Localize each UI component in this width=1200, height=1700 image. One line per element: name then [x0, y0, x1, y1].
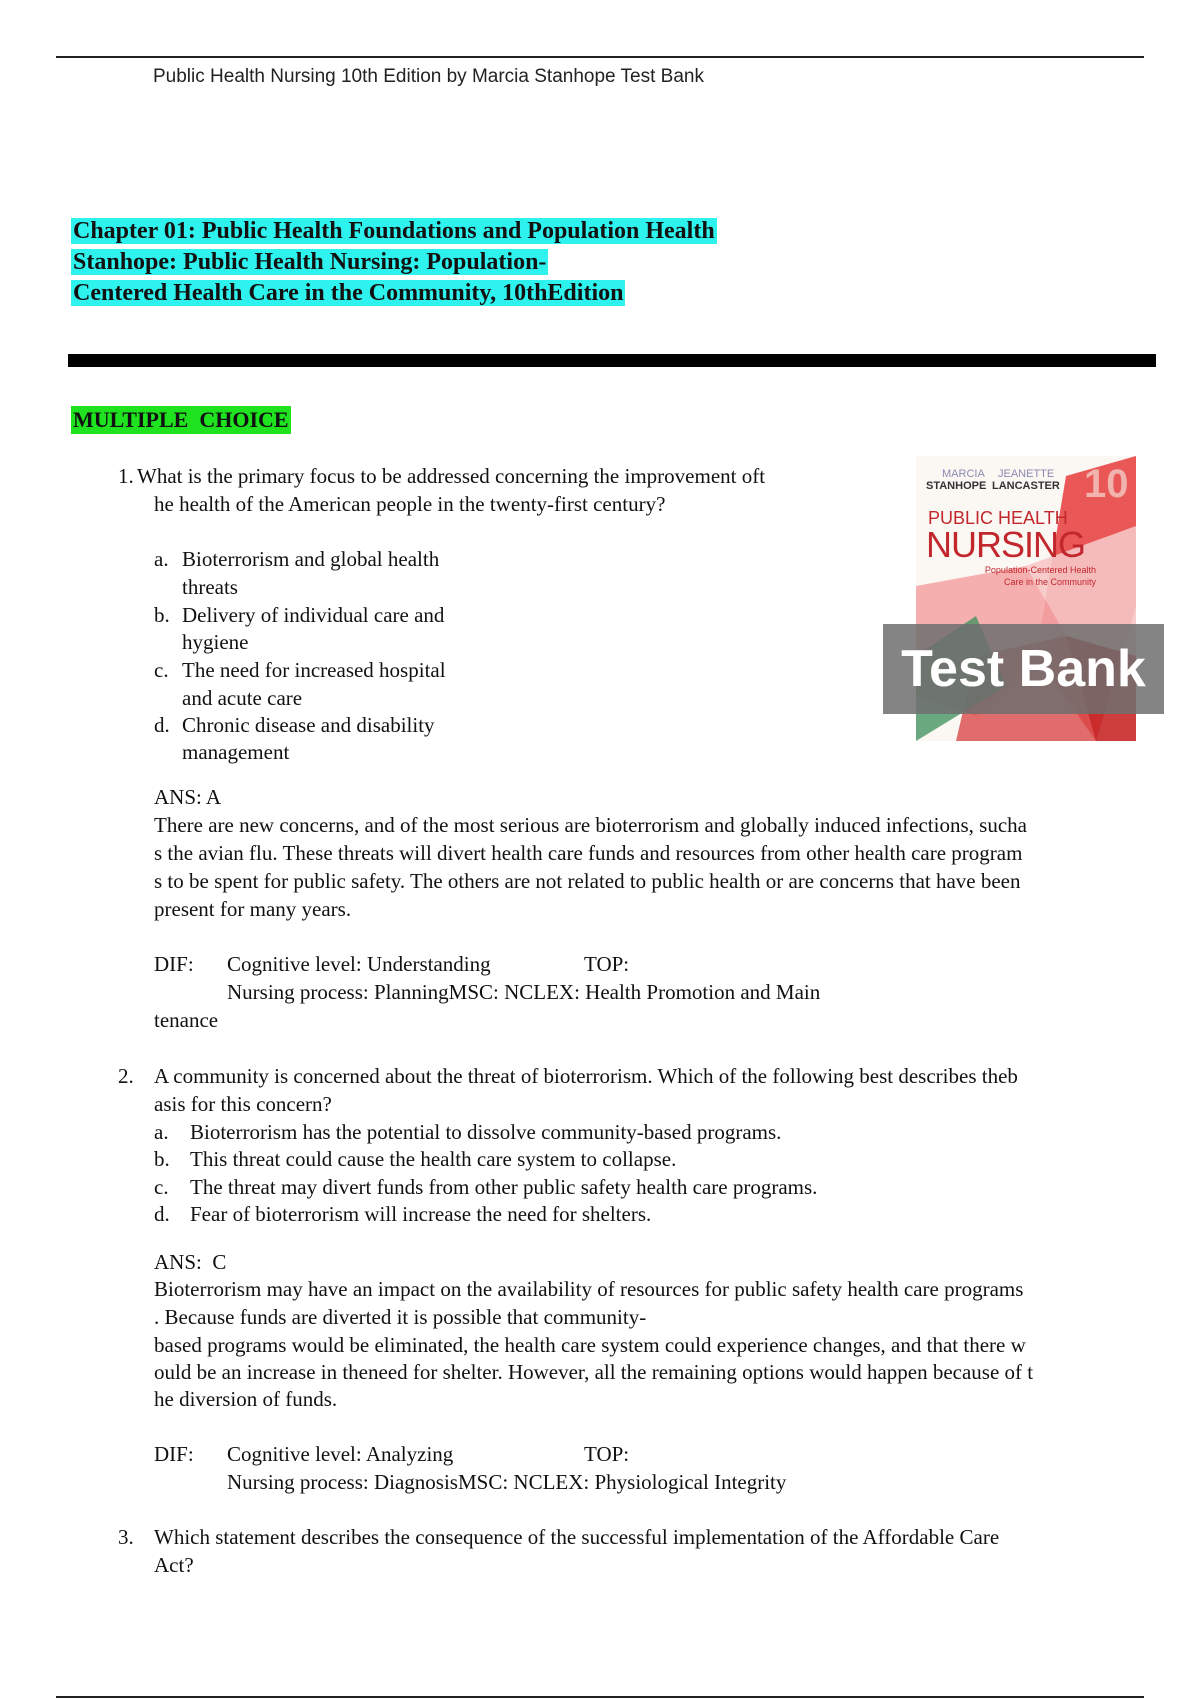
option-letter: d.: [154, 1202, 170, 1226]
chapter-title-line-2: Stanhope: Public Health Nursing: Population-: [73, 249, 547, 275]
option-letter: a.: [154, 547, 169, 571]
question-2-stem-line-2: asis for this concern?: [154, 1092, 332, 1116]
q2-rationale-line-3: based programs would be eliminated, the health care system could experience changes, and that there w: [154, 1333, 1026, 1357]
option-text: The need for increased hospital: [182, 658, 446, 682]
test-bank-banner: Test Bank: [883, 624, 1164, 714]
option-letter: d.: [154, 713, 170, 737]
option-text: Chronic disease and disability: [182, 713, 435, 737]
q1-dif-label: DIF:: [154, 952, 194, 976]
q1-option-a: [154, 545, 440, 573]
option-text: Bioterrorism and global health: [182, 547, 440, 571]
q2-option-b: [154, 1145, 677, 1173]
q2-top-label: TOP:: [584, 1442, 630, 1466]
q1-meta-line-2: Nursing process: PlanningMSC: NCLEX: Health Promotion and Main: [227, 980, 821, 1004]
question-2-stem-line-1: A community is concerned about the threat of bioterrorism. Which of the following best describes theb: [154, 1064, 1018, 1088]
question-1-number: 1.: [118, 464, 134, 488]
running-header: Public Health Nursing 10th Edition by Marcia Stanhope Test Bank: [153, 66, 704, 87]
q1-rationale-line-1: There are new concerns, and of the most serious are bioterrorism and globally induced infections, sucha: [154, 813, 1027, 837]
q1-option-b-cont: hygiene: [182, 630, 249, 654]
q1-rationale-line-4: present for many years.: [154, 897, 352, 921]
q2-rationale-line-1: Bioterrorism may have an impact on the availability of resources for public safety health care programs: [154, 1277, 1024, 1301]
cover-title-small: PUBLIC HEALTH: [928, 508, 1068, 528]
q1-answer: ANS: A: [154, 785, 222, 809]
cover-author-1-first: MARCIA: [942, 468, 985, 480]
q2-option-a: [154, 1118, 782, 1146]
option-text: Bioterrorism has the potential to dissolve community-based programs.: [190, 1120, 782, 1144]
question-1-stem-line-2: he health of the American people in the twenty-first century?: [154, 492, 666, 516]
option-text: Delivery of individual care and: [182, 603, 445, 627]
q2-meta-line-2: Nursing process: DiagnosisMSC: NCLEX: Physiological Integrity: [227, 1470, 787, 1494]
q1-meta-line-3: tenance: [154, 1008, 219, 1032]
question-1-stem-line-1: What is the primary focus to be addressed concerning the improvement oft: [137, 464, 766, 488]
option-letter: c.: [154, 1175, 169, 1199]
option-text: The threat may divert funds from other public safety health care programs.: [190, 1175, 818, 1199]
cover-author-2-first: JEANETTE: [998, 468, 1055, 480]
q2-answer: ANS: C: [154, 1250, 227, 1274]
section-heading: MULTIPLE CHOICE: [73, 407, 289, 432]
option-letter: a.: [154, 1120, 169, 1144]
question-3-number: 3.: [118, 1525, 134, 1549]
cover-author-1-last: STANHOPE: [926, 480, 987, 492]
q1-option-c-cont: and acute care: [182, 686, 303, 710]
cover-tagline: Population-Centered Health Care in the Community: [984, 565, 1096, 587]
q2-dif-value: Cognitive level: Analyzing: [227, 1442, 454, 1466]
cover-author-2-last: LANCASTER: [992, 480, 1060, 492]
q1-top-label: TOP:: [584, 952, 630, 976]
chapter-title-line-1: Chapter 01: Public Health Foundations and Population Health: [73, 218, 715, 244]
option-text: This threat could cause the health care system to collapse.: [190, 1147, 677, 1171]
cover-title-big: NURSING: [926, 524, 1086, 565]
chapter-title-line-3: Centered Health Care in the Community, 10thEdition: [73, 280, 624, 306]
chapter-heading: [71, 216, 717, 309]
q1-option-b: [154, 601, 445, 629]
cover-edition: 10: [1084, 462, 1129, 506]
question-3-stem-line-1: Which statement describes the consequence of the successful implementation of the Affordable Care: [154, 1525, 1000, 1549]
q2-rationale-line-2: . Because funds are diverted it is possible that community-: [154, 1305, 647, 1329]
q2-rationale-line-4: ould be an increase in theneed for shelter. However, all the remaining options would happen because of t: [154, 1360, 1034, 1384]
option-letter: b.: [154, 1147, 170, 1171]
option-letter: b.: [154, 603, 170, 627]
bottom-rule: [56, 1696, 1144, 1698]
q2-option-c: [154, 1173, 818, 1201]
option-letter: c.: [154, 658, 169, 682]
q2-dif-label: DIF:: [154, 1442, 194, 1466]
q1-option-d-cont: management: [182, 740, 290, 764]
q2-rationale-line-5: he diversion of funds.: [154, 1387, 338, 1411]
q2-option-d: [154, 1200, 652, 1228]
q1-dif-value: Cognitive level: Understanding: [227, 952, 491, 976]
question-3-stem-line-2: Act?: [154, 1553, 194, 1577]
top-rule: [56, 56, 1144, 58]
q1-option-a-cont: threats: [182, 575, 238, 599]
section-divider: [68, 354, 1156, 367]
q1-rationale-line-3: s to be spent for public safety. The others are not related to public health or are concerns that have been: [154, 869, 1021, 893]
q1-rationale-line-2: s the avian flu. These threats will divert health care funds and resources from other health care program: [154, 841, 1023, 865]
q1-option-d: [154, 711, 435, 739]
question-2-number: 2.: [118, 1064, 134, 1088]
q1-option-c: [154, 656, 446, 684]
option-text: Fear of bioterrorism will increase the need for shelters.: [190, 1202, 652, 1226]
